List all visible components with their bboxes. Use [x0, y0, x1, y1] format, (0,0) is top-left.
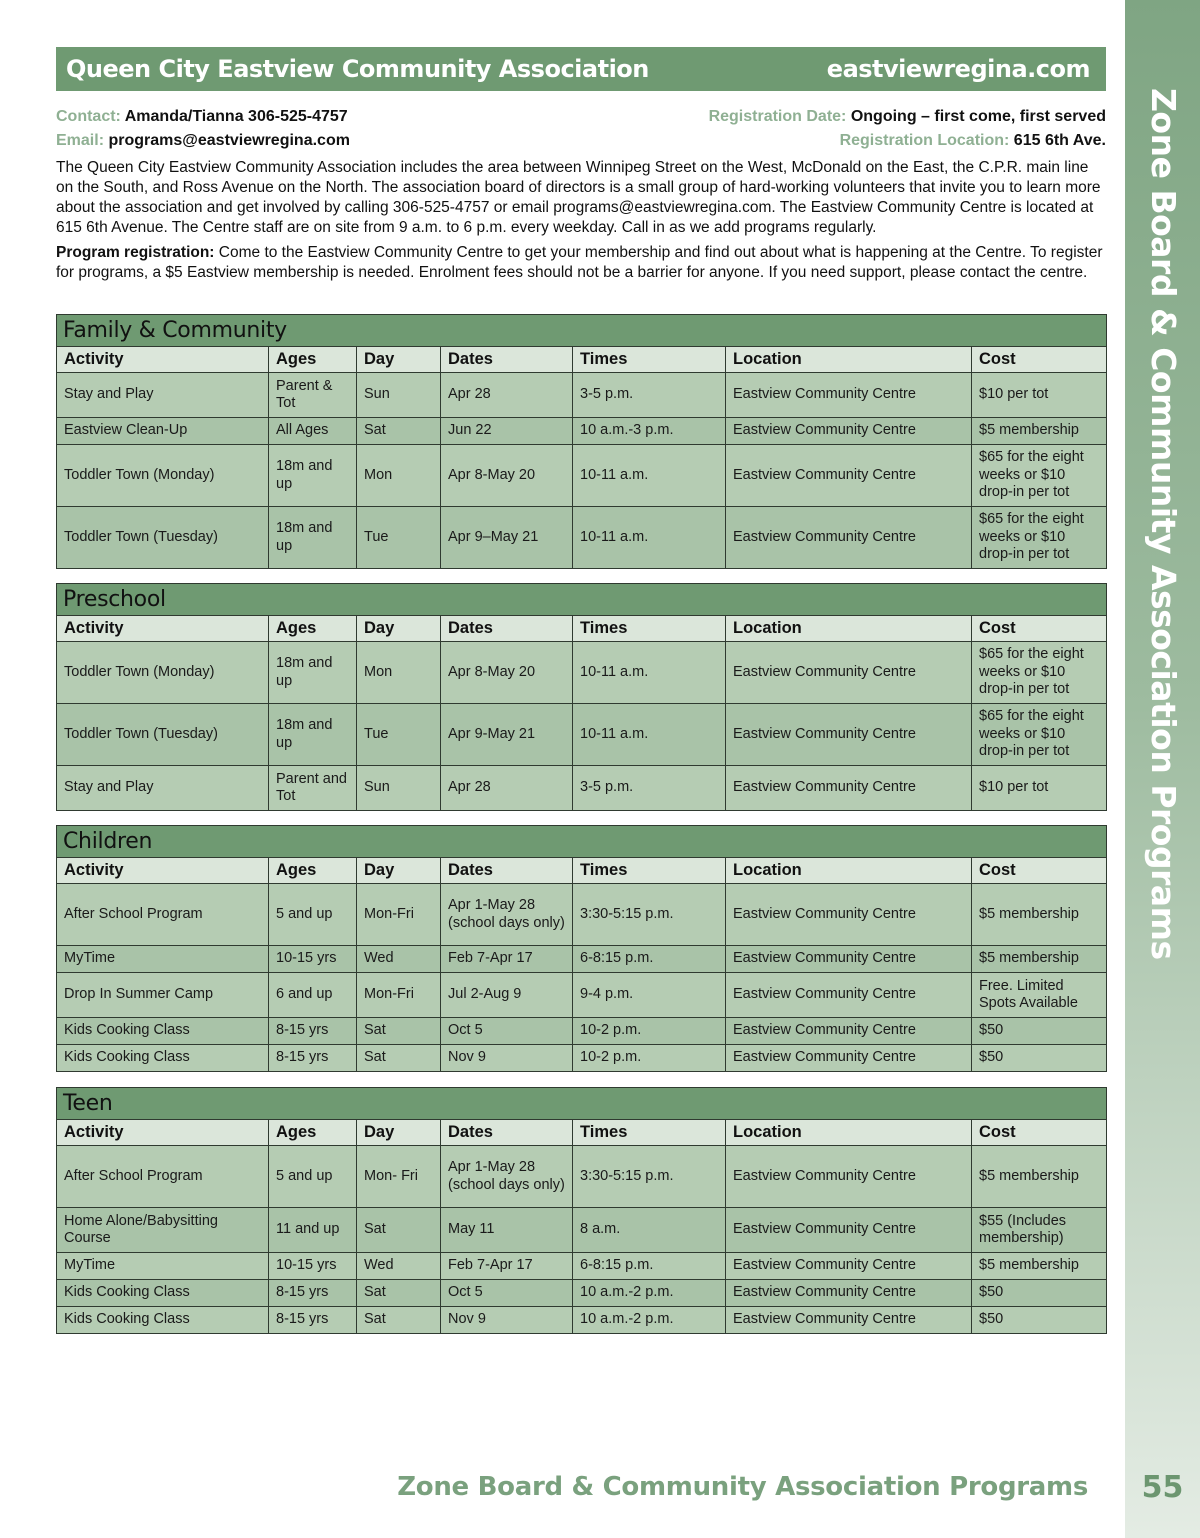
- cell-activity: Toddler Town (Tuesday): [57, 704, 269, 766]
- column-header-dates: Dates: [441, 616, 573, 642]
- cell-day: Sun: [357, 766, 441, 811]
- cell-times: 3:30-5:15 p.m.: [573, 1146, 726, 1208]
- email-info: [56, 131, 350, 151]
- reg-date-label: Registration Date:: [708, 108, 847, 125]
- cell-day: Tue: [357, 704, 441, 766]
- table-row: [57, 373, 1107, 418]
- column-header-cost: Cost: [972, 347, 1107, 373]
- cell-cost: $50: [972, 1307, 1107, 1334]
- cell-ages: Parent and Tot: [269, 766, 357, 811]
- cell-ages: 11 and up: [269, 1208, 357, 1253]
- table-row: [57, 507, 1107, 569]
- cell-dates: Apr 28: [441, 766, 573, 811]
- cell-activity: Toddler Town (Monday): [57, 445, 269, 507]
- cell-location: Eastview Community Centre: [726, 1045, 972, 1072]
- cell-dates: Apr 9-May 21: [441, 704, 573, 766]
- cell-times: 10-2 p.m.: [573, 1045, 726, 1072]
- cell-ages: 5 and up: [269, 1146, 357, 1208]
- cell-activity: After School Program: [57, 1146, 269, 1208]
- cell-activity: MyTime: [57, 946, 269, 973]
- cell-location: Eastview Community Centre: [726, 1208, 972, 1253]
- section-title: Family & Community: [57, 315, 1107, 347]
- cell-dates: Apr 1-May 28 (school days only): [441, 884, 573, 946]
- cell-ages: 8-15 yrs: [269, 1045, 357, 1072]
- cell-cost: $65 for the eight weeks or $10 drop-in per tot: [972, 507, 1107, 569]
- cell-ages: 8-15 yrs: [269, 1018, 357, 1045]
- cell-times: 10 a.m.-3 p.m.: [573, 418, 726, 445]
- cell-times: 10-11 a.m.: [573, 642, 726, 704]
- cell-day: Sat: [357, 1307, 441, 1334]
- table-row: [57, 1018, 1107, 1045]
- cell-location: Eastview Community Centre: [726, 1280, 972, 1307]
- table-row: [57, 884, 1107, 946]
- cell-day: Sat: [357, 1018, 441, 1045]
- cell-activity: Kids Cooking Class: [57, 1018, 269, 1045]
- column-header-times: Times: [573, 347, 726, 373]
- page-number: 55: [1141, 1470, 1184, 1505]
- cell-dates: Nov 9: [441, 1307, 573, 1334]
- cell-cost: $50: [972, 1018, 1107, 1045]
- association-title: Queen City Eastview Community Association: [66, 55, 649, 83]
- cell-day: Mon-Fri: [357, 884, 441, 946]
- column-header-day: Day: [357, 616, 441, 642]
- registration-label: Program registration:: [56, 244, 215, 261]
- cell-cost: $10 per tot: [972, 373, 1107, 418]
- cell-day: Mon: [357, 642, 441, 704]
- cell-day: Wed: [357, 1253, 441, 1280]
- cell-day: Tue: [357, 507, 441, 569]
- teen-table: [56, 1087, 1107, 1334]
- cell-activity: Toddler Town (Tuesday): [57, 507, 269, 569]
- table-row: [57, 1208, 1107, 1253]
- description: [56, 158, 1106, 288]
- cell-location: Eastview Community Centre: [726, 1307, 972, 1334]
- cell-cost: $50: [972, 1280, 1107, 1307]
- table-row: [57, 1307, 1107, 1334]
- column-header-day: Day: [357, 858, 441, 884]
- cell-activity: Stay and Play: [57, 766, 269, 811]
- contact-info: [56, 107, 348, 127]
- cell-ages: 8-15 yrs: [269, 1280, 357, 1307]
- cell-times: 9-4 p.m.: [573, 973, 726, 1018]
- cell-dates: Feb 7-Apr 17: [441, 1253, 573, 1280]
- cell-activity: Kids Cooking Class: [57, 1045, 269, 1072]
- column-header-ages: Ages: [269, 616, 357, 642]
- table-row: [57, 973, 1107, 1018]
- cell-times: 10-11 a.m.: [573, 507, 726, 569]
- cell-activity: Eastview Clean-Up: [57, 418, 269, 445]
- column-header-ages: Ages: [269, 347, 357, 373]
- reg-location-value: 615 6th Ave.: [1013, 132, 1106, 149]
- cell-location: Eastview Community Centre: [726, 946, 972, 973]
- cell-dates: May 11: [441, 1208, 573, 1253]
- cell-location: Eastview Community Centre: [726, 1018, 972, 1045]
- cell-times: 6-8:15 p.m.: [573, 1253, 726, 1280]
- column-header-day: Day: [357, 347, 441, 373]
- table-row: [57, 704, 1107, 766]
- cell-cost: $5 membership: [972, 1146, 1107, 1208]
- contact-label: Contact:: [56, 108, 121, 125]
- cell-times: 10 a.m.-2 p.m.: [573, 1280, 726, 1307]
- cell-times: 6-8:15 p.m.: [573, 946, 726, 973]
- cell-day: Sat: [357, 1208, 441, 1253]
- column-header-activity: Activity: [57, 616, 269, 642]
- cell-cost: $65 for the eight weeks or $10 drop-in per tot: [972, 704, 1107, 766]
- cell-ages: 5 and up: [269, 884, 357, 946]
- cell-times: 3-5 p.m.: [573, 373, 726, 418]
- cell-dates: Apr 9–May 21: [441, 507, 573, 569]
- description-paragraph: The Queen City Eastview Community Association includes the area between Winnipeg Street on the West, McDonald on the East, the C.P.R. main line on the South, and Ross Avenue on the North. The association board of directors is a small group of hard-working volunteers that invite you to learn more about the association and get involved by calling 306-525-4757 or email programs@eastviewregina.com. The Eastview Community Centre is located at 615 6th Avenue. The Centre staff are on site from 9 a.m. to 6 p.m. every weekday. Call in as we add programs regularly.: [56, 159, 1101, 236]
- contact-value: Amanda/Tianna 306-525-4757: [124, 108, 348, 125]
- cell-activity: MyTime: [57, 1253, 269, 1280]
- table-row: [57, 418, 1107, 445]
- table-row: [57, 1280, 1107, 1307]
- cell-location: Eastview Community Centre: [726, 973, 972, 1018]
- cell-cost: $55 (Includes membership): [972, 1208, 1107, 1253]
- cell-day: Mon- Fri: [357, 1146, 441, 1208]
- column-header-activity: Activity: [57, 347, 269, 373]
- cell-ages: 6 and up: [269, 973, 357, 1018]
- cell-times: 10 a.m.-2 p.m.: [573, 1307, 726, 1334]
- table-row: [57, 1253, 1107, 1280]
- column-header-dates: Dates: [441, 347, 573, 373]
- cell-ages: All Ages: [269, 418, 357, 445]
- reg-date-value: Ongoing – first come, first served: [850, 108, 1106, 125]
- cell-dates: Nov 9: [441, 1045, 573, 1072]
- cell-dates: Apr 8-May 20: [441, 445, 573, 507]
- cell-location: Eastview Community Centre: [726, 507, 972, 569]
- cell-dates: Oct 5: [441, 1280, 573, 1307]
- side-title: Zone Board & Community Association Programs: [1144, 88, 1183, 960]
- table-row: [57, 642, 1107, 704]
- column-header-times: Times: [573, 858, 726, 884]
- cell-activity: Stay and Play: [57, 373, 269, 418]
- section-title: Children: [57, 826, 1107, 858]
- cell-cost: $10 per tot: [972, 766, 1107, 811]
- cell-day: Sat: [357, 1280, 441, 1307]
- cell-dates: Jun 22: [441, 418, 573, 445]
- cell-location: Eastview Community Centre: [726, 642, 972, 704]
- cell-activity: Home Alone/Babysitting Course: [57, 1208, 269, 1253]
- cell-times: 3:30-5:15 p.m.: [573, 884, 726, 946]
- column-header-location: Location: [726, 1120, 972, 1146]
- footer-title: Zone Board & Community Association Programs: [397, 1472, 1088, 1502]
- email-label: Email:: [56, 132, 105, 149]
- table-row: [57, 1146, 1107, 1208]
- cell-activity: Toddler Town (Monday): [57, 642, 269, 704]
- column-header-ages: Ages: [269, 1120, 357, 1146]
- cell-ages: 18m and up: [269, 642, 357, 704]
- cell-activity: Kids Cooking Class: [57, 1307, 269, 1334]
- cell-location: Eastview Community Centre: [726, 704, 972, 766]
- column-header-location: Location: [726, 347, 972, 373]
- cell-location: Eastview Community Centre: [726, 445, 972, 507]
- cell-dates: Apr 8-May 20: [441, 642, 573, 704]
- cell-ages: 18m and up: [269, 445, 357, 507]
- cell-ages: 8-15 yrs: [269, 1307, 357, 1334]
- cell-day: Sun: [357, 373, 441, 418]
- table-row: [57, 1045, 1107, 1072]
- cell-location: Eastview Community Centre: [726, 1253, 972, 1280]
- cell-activity: After School Program: [57, 884, 269, 946]
- section-title: Teen: [57, 1088, 1107, 1120]
- column-header-times: Times: [573, 1120, 726, 1146]
- cell-dates: Apr 1-May 28 (school days only): [441, 1146, 573, 1208]
- cell-times: 3-5 p.m.: [573, 766, 726, 811]
- cell-ages: 10-15 yrs: [269, 1253, 357, 1280]
- registration-date: [709, 107, 1106, 127]
- email-value[interactable]: programs@eastviewregina.com: [108, 132, 350, 149]
- cell-ages: 18m and up: [269, 704, 357, 766]
- cell-dates: Oct 5: [441, 1018, 573, 1045]
- cell-day: Sat: [357, 1045, 441, 1072]
- registration-text: Come to the Eastview Community Centre to get your membership and find out about what is happening at the Centre. To register for programs, a $5 Eastview membership is needed. Enrolment fees should not be a barrier for anyone. If you need support, please contact the centre.: [56, 244, 1103, 281]
- cell-day: Mon: [357, 445, 441, 507]
- cell-ages: 10-15 yrs: [269, 946, 357, 973]
- cell-dates: Jul 2-Aug 9: [441, 973, 573, 1018]
- cell-activity: Drop In Summer Camp: [57, 973, 269, 1018]
- column-header-activity: Activity: [57, 1120, 269, 1146]
- cell-location: Eastview Community Centre: [726, 1146, 972, 1208]
- column-header-dates: Dates: [441, 1120, 573, 1146]
- column-header-cost: Cost: [972, 858, 1107, 884]
- column-header-cost: Cost: [972, 1120, 1107, 1146]
- preschool-table: [56, 583, 1107, 811]
- cell-day: Sat: [357, 418, 441, 445]
- email-row: [56, 131, 1106, 151]
- cell-times: 10-2 p.m.: [573, 1018, 726, 1045]
- cell-cost: $5 membership: [972, 946, 1107, 973]
- cell-cost: $5 membership: [972, 418, 1107, 445]
- cell-dates: Apr 28: [441, 373, 573, 418]
- cell-times: 10-11 a.m.: [573, 704, 726, 766]
- cell-cost: $5 membership: [972, 884, 1107, 946]
- website-link[interactable]: eastviewregina.com: [826, 55, 1090, 83]
- cell-ages: 18m and up: [269, 507, 357, 569]
- cell-day: Wed: [357, 946, 441, 973]
- section-title: Preschool: [57, 584, 1107, 616]
- cell-cost: $65 for the eight weeks or $10 drop-in per tot: [972, 642, 1107, 704]
- cell-cost: $65 for the eight weeks or $10 drop-in per tot: [972, 445, 1107, 507]
- reg-location-label: Registration Location:: [839, 132, 1010, 149]
- cell-ages: Parent & Tot: [269, 373, 357, 418]
- column-header-location: Location: [726, 858, 972, 884]
- cell-times: 8 a.m.: [573, 1208, 726, 1253]
- children-table: [56, 825, 1107, 1072]
- registration-location: [840, 131, 1106, 151]
- cell-location: Eastview Community Centre: [726, 766, 972, 811]
- table-row: [57, 445, 1107, 507]
- column-header-ages: Ages: [269, 858, 357, 884]
- column-header-location: Location: [726, 616, 972, 642]
- cell-cost: $50: [972, 1045, 1107, 1072]
- cell-day: Mon-Fri: [357, 973, 441, 1018]
- cell-location: Eastview Community Centre: [726, 418, 972, 445]
- column-header-dates: Dates: [441, 858, 573, 884]
- cell-dates: Feb 7-Apr 17: [441, 946, 573, 973]
- family-table: [56, 314, 1107, 569]
- cell-location: Eastview Community Centre: [726, 884, 972, 946]
- cell-cost: Free. Limited Spots Available: [972, 973, 1107, 1018]
- column-header-times: Times: [573, 616, 726, 642]
- cell-location: Eastview Community Centre: [726, 373, 972, 418]
- column-header-day: Day: [357, 1120, 441, 1146]
- cell-times: 10-11 a.m.: [573, 445, 726, 507]
- cell-activity: Kids Cooking Class: [57, 1280, 269, 1307]
- registration-paragraph: [56, 243, 1106, 283]
- contact-row: [56, 107, 1106, 127]
- cell-cost: $5 membership: [972, 1253, 1107, 1280]
- table-row: [57, 766, 1107, 811]
- header-bar: [56, 47, 1106, 91]
- column-header-cost: Cost: [972, 616, 1107, 642]
- table-row: [57, 946, 1107, 973]
- column-header-activity: Activity: [57, 858, 269, 884]
